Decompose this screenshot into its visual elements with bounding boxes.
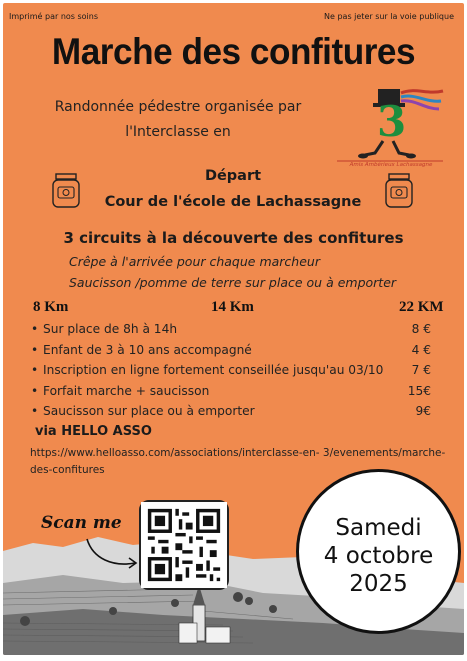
departure-block	[63, 163, 403, 215]
poster	[3, 3, 464, 655]
price-item: • Enfant de 3 à 10 ans accompagné 4 €	[31, 343, 451, 364]
qr-code[interactable]	[139, 500, 229, 590]
intro-line-2: l'Interclasse en	[125, 124, 231, 140]
distance-14km: 14 Km	[211, 299, 254, 315]
date-day-month: 4 octobre	[323, 543, 434, 569]
price-item: • Forfait marche + saucisson 15€	[31, 384, 451, 405]
price-item: • Saucisson sur place ou à emporter 9€	[31, 404, 451, 425]
date-day: Samedi	[335, 515, 422, 541]
price-item-label: Inscription en ligne fortement conseillée jusqu'au 03/10	[43, 363, 384, 378]
price-item-label: Enfant de 3 à 10 ans accompagné	[43, 342, 252, 357]
departure-label: Départ	[204, 168, 262, 184]
intro-text	[33, 95, 323, 145]
scan-me-label: Scan me	[41, 513, 122, 533]
price-item-amount: 4 €	[411, 342, 431, 357]
price-item-amount: 9€	[415, 404, 431, 419]
distance-22km: 22 KM	[399, 299, 444, 315]
price-item-label: Forfait marche + saucisson	[43, 383, 210, 398]
circuits-heading: 3 circuits à la découverte des confitures	[63, 229, 404, 247]
registration-via: via HELLO ASSO	[35, 424, 152, 439]
departure-place: Cour de l'école de Lachassagne	[104, 194, 362, 210]
qr-code-icon	[141, 502, 227, 588]
disposal-note: Ne pas jeter sur la voie publique	[324, 12, 454, 21]
poster-title: Marche des confitures	[51, 31, 416, 72]
logo-number: 3	[377, 97, 407, 146]
price-item: • Inscription en ligne fortement conseillée jusqu'au 03/10 7 €	[31, 363, 451, 384]
price-item-label: Sur place de 8h à 14h	[43, 322, 178, 336]
circuits-saucisson-note: Saucisson /pomme de terre sur place ou à emporter	[69, 275, 397, 290]
price-list	[31, 322, 451, 425]
price-item-amount: 15€	[407, 383, 431, 398]
distance-8km: 8 Km	[33, 299, 69, 315]
date-badge	[296, 469, 461, 634]
price-item-amount: 7 €	[411, 363, 431, 378]
price-item: • Sur place de 8h à 14h 8 €	[31, 322, 451, 343]
curved-arrow-icon	[83, 533, 143, 573]
intro-line-1: Randonnée pédestre organisée par	[54, 99, 302, 115]
date-year: 2025	[349, 571, 408, 597]
price-item-amount: 8 €	[411, 322, 431, 336]
logo-caption: Amis Ambérieux Lachassagne	[349, 162, 433, 168]
price-item-label: Saucisson sur place ou à emporter	[43, 404, 255, 419]
printed-note: Imprimé par nos soins	[9, 12, 99, 21]
registration-link[interactable]: https://www.helloasso.com/associations/interclasse-en- 3/evenements/marche-des-confitures	[30, 447, 446, 476]
circuits-crepe-note: Crêpe à l'arrivée pour chaque marcheur	[69, 254, 320, 269]
